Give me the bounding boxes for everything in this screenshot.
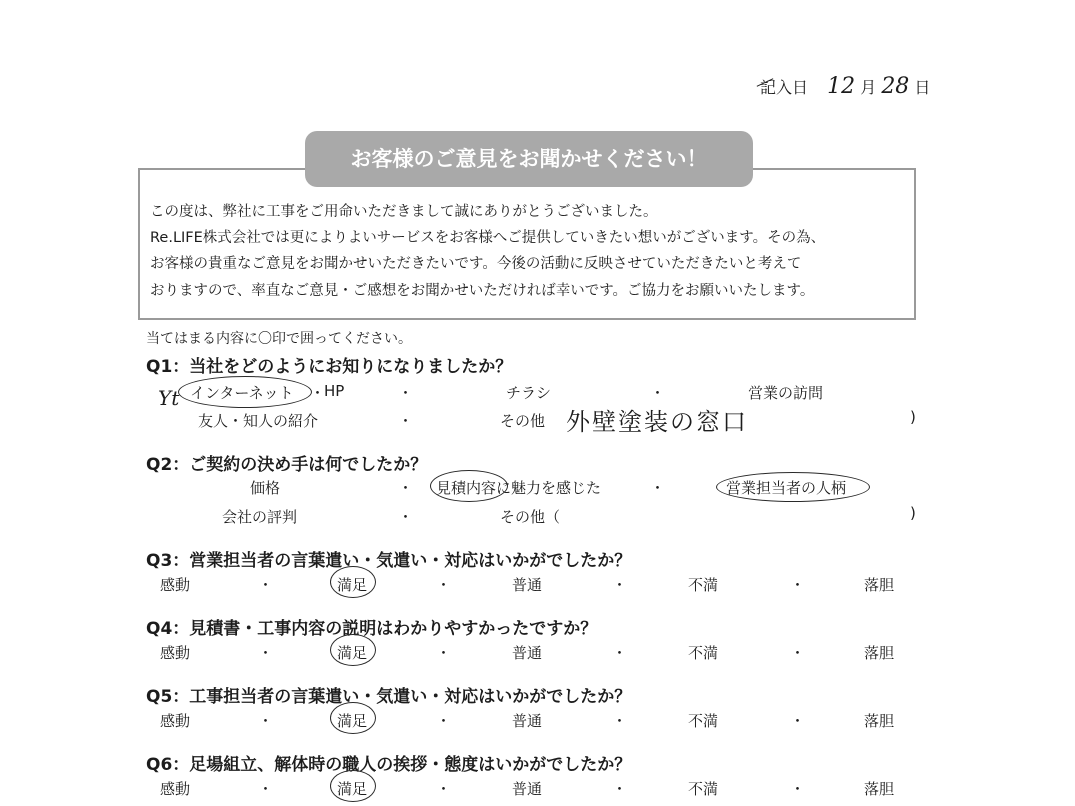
q1-close-paren: )	[910, 408, 916, 426]
q5-option-dissatisfied[interactable]: 不満	[688, 712, 719, 730]
q3-option-average[interactable]: 普通	[512, 576, 543, 594]
q5-separator: ・	[790, 712, 806, 730]
q6-option-disappointed[interactable]: 落胆	[864, 780, 895, 798]
month-value: 12	[827, 74, 856, 99]
q6-separator: ・	[258, 780, 274, 798]
q5-separator: ・	[436, 712, 452, 730]
q5-question: Q5：工事担当者の言葉遣い・気遣い・対応はいかがでしたか？	[146, 687, 632, 707]
q5-option-disappointed[interactable]: 落胆	[864, 712, 895, 730]
q4-question: Q4：見積書・工事内容の説明はわかりやすかったですか？	[146, 619, 598, 639]
q1-option-internet[interactable]: インターネット	[190, 384, 294, 402]
q2-close-paren: )	[910, 504, 916, 522]
q6-separator: ・	[790, 780, 806, 798]
q1-separator: ・	[398, 384, 414, 402]
q3-separator: ・	[258, 576, 274, 594]
q4-separator: ・	[258, 644, 274, 662]
q2-option-sales-personality[interactable]: 営業担当者の人柄	[726, 479, 847, 497]
q2-separator: ・	[650, 479, 666, 497]
q2-separator: ・	[398, 479, 414, 497]
q1-other-handwritten: 外壁塗装の窓口	[566, 408, 748, 436]
intro-line-4: おりますので、率直なご意見・ご感想をお聞かせいただければ幸いです。ご協力をお願いいたします。	[150, 283, 815, 299]
q4-separator: ・	[790, 644, 806, 662]
q6-option-satisfied[interactable]: 満足	[337, 780, 368, 798]
q5-option-satisfied[interactable]: 満足	[337, 712, 368, 730]
q3-question: Q3：営業担当者の言葉遣い・気遣い・対応はいかがでしたか？	[146, 551, 632, 571]
q2-separator: ・	[398, 508, 414, 526]
q3-option-satisfied[interactable]: 満足	[337, 576, 368, 594]
q4-option-impressed[interactable]: 感動	[160, 644, 191, 662]
instruction-text: 当てはまる内容に〇印で囲ってください。	[146, 331, 412, 347]
q4-option-disappointed[interactable]: 落胆	[864, 644, 895, 662]
q6-question: Q6：足場組立、解体時の職人の挨拶・態度はいかがでしたか？	[146, 755, 632, 775]
q3-separator: ・	[790, 576, 806, 594]
date-label: 記入日	[760, 78, 809, 97]
q1-option-flyer[interactable]: チラシ	[506, 384, 552, 402]
intro-line-2: Re.LIFE株式会社では更によりよいサービスをお客様へご提供していきたい想いがございます。その為、	[150, 230, 826, 246]
q3-separator: ・	[612, 576, 628, 594]
q4-option-dissatisfied[interactable]: 不満	[688, 644, 719, 662]
q2-option-estimate[interactable]: 見積内容に魅力を感じた	[436, 479, 602, 497]
q3-option-disappointed[interactable]: 落胆	[864, 576, 895, 594]
q3-option-dissatisfied[interactable]: 不満	[688, 576, 719, 594]
banner-title: お客様のご意見をお聞かせください！	[305, 131, 753, 187]
q3-separator: ・	[436, 576, 452, 594]
q1-separator: ・	[310, 384, 326, 402]
q2-question: Q2：ご契約の決め手は何でしたか？	[146, 455, 428, 475]
q1-separator: ・	[398, 412, 414, 430]
q1-option-referral[interactable]: 友人・知人の紹介	[198, 412, 319, 430]
q4-option-average[interactable]: 普通	[512, 644, 543, 662]
q2-option-price[interactable]: 価格	[250, 479, 281, 497]
q5-separator: ・	[612, 712, 628, 730]
q4-separator: ・	[612, 644, 628, 662]
q3-option-impressed[interactable]: 感動	[160, 576, 191, 594]
intro-line-1: この度は、弊社に工事をご用命いただきまして誠にありがとうございました。	[150, 204, 658, 220]
month-label: 月	[860, 78, 877, 97]
q1-handwritten-prefix: Yt	[158, 386, 180, 410]
q1-separator: ・	[650, 384, 666, 402]
q1-option-other[interactable]: その他	[500, 412, 546, 430]
q4-option-satisfied[interactable]: 満足	[337, 644, 368, 662]
q1-option-sales-visit[interactable]: 営業の訪問	[748, 384, 824, 402]
q6-option-impressed[interactable]: 感動	[160, 780, 191, 798]
q6-separator: ・	[436, 780, 452, 798]
q1-option-hp[interactable]: HP	[324, 382, 345, 400]
day-label: 日	[914, 78, 931, 97]
q6-option-dissatisfied[interactable]: 不満	[688, 780, 719, 798]
q6-separator: ・	[612, 780, 628, 798]
q1-question: Q1：当社をどのようにお知りになりましたか？	[146, 357, 513, 377]
q5-option-impressed[interactable]: 感動	[160, 712, 191, 730]
q2-option-reputation[interactable]: 会社の評判	[222, 508, 298, 526]
q5-separator: ・	[258, 712, 274, 730]
q6-option-average[interactable]: 普通	[512, 780, 543, 798]
day-value: 28	[881, 74, 910, 99]
date-row	[760, 74, 930, 99]
intro-line-3: お客様の貴重なご意見をお聞かせいただきたいです。今後の活動に反映させていただきたいと考えて	[150, 256, 802, 272]
q5-option-average[interactable]: 普通	[512, 712, 543, 730]
q4-separator: ・	[436, 644, 452, 662]
q2-option-other[interactable]: その他（	[500, 508, 561, 526]
